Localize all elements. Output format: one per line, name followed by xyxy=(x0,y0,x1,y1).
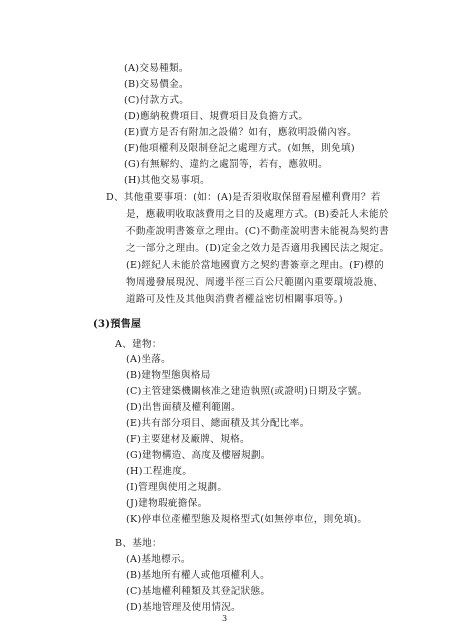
list-item: (A)基地標示。 xyxy=(126,554,191,565)
paragraph-line: 道路可及性及其他與消費者權益密切相關事項等。) xyxy=(126,294,343,305)
list-item: (D)出售面積及權利範圍。 xyxy=(126,402,242,413)
list-item: (F)主要建材及廠牌、規格。 xyxy=(126,434,250,445)
list-item: (A)坐落。 xyxy=(126,354,171,365)
section-3-heading: (3)預售屋 xyxy=(93,319,142,330)
list-item: (I)管理與使用之規劃。 xyxy=(126,482,228,493)
list-item: (H)其他交易事項。 xyxy=(124,175,211,186)
paragraph-line: (E)經紀人未能於當地國賣方之契約書簽章之理由。(F)標的 xyxy=(126,260,384,271)
list-item: (F)他項權利及限制登記之處理方式。(如無，則免填) xyxy=(124,143,355,154)
paragraph-line: D、其他重要事項：(如：(A)是否須收取保留看屋權利費用？若 xyxy=(106,192,381,203)
list-item: (K)停車位產權型態及規格型式(如無停車位，則免填)。 xyxy=(126,514,368,525)
list-item: (D)應納稅費項目、規費項目及負擔方式。 xyxy=(124,111,309,122)
subsection-b-heading: B、基地： xyxy=(115,538,162,549)
list-item: (B)基地所有權人或他項權利人。 xyxy=(126,570,271,581)
list-item: (E)共有部分項目、總面積及其分配比率。 xyxy=(126,418,310,429)
list-item: (B)建物型態與格局 xyxy=(126,370,211,381)
subsection-a-heading: A、建物： xyxy=(115,339,162,350)
paragraph-line: 之一部分之理由。(D)定金之效力是否適用我國民法之規定。 xyxy=(126,243,390,254)
list-item: (D)基地管理及使用情況。 xyxy=(126,602,242,613)
list-item: (B)交易價金。 xyxy=(124,79,189,90)
list-item: (E)賣方是否有附加之設備？如有，應敘明設備內容。 xyxy=(124,127,358,138)
paragraph-line: 是，應載明收取該費用之目的及處理方式。(B)委託人未能於 xyxy=(126,209,389,220)
list-item: (A)交易種類。 xyxy=(124,63,189,74)
list-item: (H)工程進度。 xyxy=(126,466,193,477)
list-item: (J)建物瑕疵擔保。 xyxy=(126,498,208,509)
list-item: (C)付款方式。 xyxy=(124,95,190,106)
page-number: 3 xyxy=(222,614,228,623)
list-item: (G)有無解約、違約之處罰等，若有，應敘明。 xyxy=(124,159,329,170)
paragraph-line: 不動產說明書簽章之理由。(C)不動產說明書未能視為契約書 xyxy=(126,226,390,237)
list-item: (C)基地權利種類及其登記狀態。 xyxy=(126,586,271,597)
paragraph-line: 物周邊發展現況、周邊半徑三百公尺範圍內重要環境設施、 xyxy=(126,277,384,288)
list-item: (G)建物構造、高度及樓層規劃。 xyxy=(126,450,271,461)
list-item: (C)主管建築機關核准之建造執照(或證明)日期及字號。 xyxy=(126,386,368,397)
